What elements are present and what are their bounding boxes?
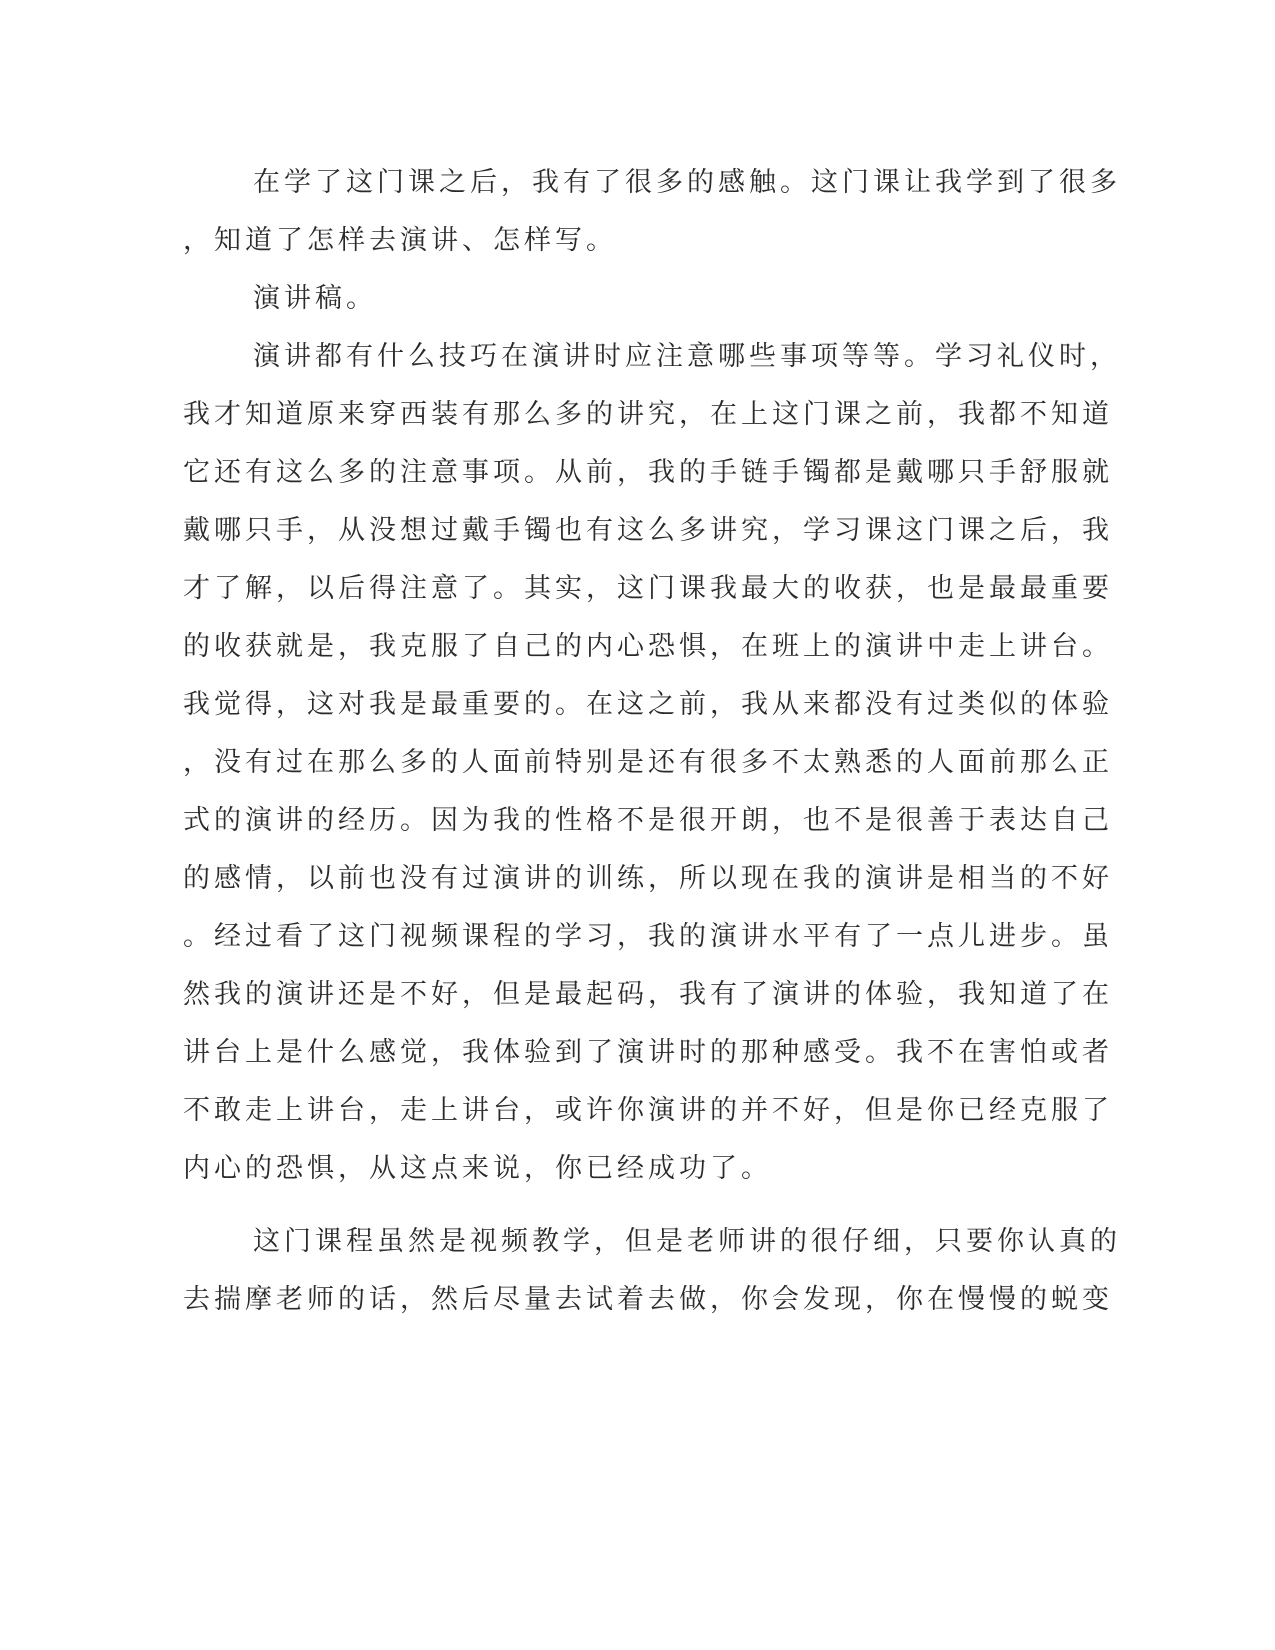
text-line: 它还有这么多的注意事项。从前，我的手链手镯都是戴哪只手舒服就 [183,457,1113,488]
paragraph-4 [183,1213,1121,1329]
paragraph-1 [183,154,1121,270]
text-line: 演讲都有什么技巧在演讲时应注意哪些事项等等。学习礼仪时， [253,341,1121,372]
text-line: 。经过看了这门视频课程的学习，我的演讲水平有了一点儿进步。虽 [183,921,1113,952]
text-line: 在学了这门课之后，我有了很多的感触。这门课让我学到了很多 [253,167,1121,198]
text-line: 的感情，以前也没有过演讲的训练，所以现在我的演讲是相当的不好 [183,863,1113,894]
text-line: 的收获就是，我克服了自己的内心恐惧，在班上的演讲中走上讲台。 [183,631,1113,662]
text-line: 演讲稿。 [253,283,377,314]
text-line: 然我的演讲还是不好，但是最起码，我有了演讲的体验，我知道了在 [183,979,1113,1010]
text-line: 不敢走上讲台，走上讲台，或许你演讲的并不好，但是你已经克服了 [183,1095,1113,1126]
text-line: 这门课程虽然是视频教学，但是老师讲的很仔细，只要你认真的 [253,1226,1121,1257]
text-line: 去揣摩老师的话，然后尽量去试着去做，你会发现，你在慢慢的蜕变 [183,1284,1113,1315]
paragraph-3 [183,328,1121,1198]
text-line: 才了解，以后得注意了。其实，这门课我最大的收获，也是最最重要 [183,573,1113,604]
text-line: 式的演讲的经历。因为我的性格不是很开朗，也不是很善于表达自己 [183,805,1113,836]
text-line: 戴哪只手，从没想过戴手镯也有这么多讲究，学习课这门课之后，我 [183,515,1113,546]
text-line: 讲台上是什么感觉，我体验到了演讲时的那种感受。我不在害怕或者 [183,1037,1113,1068]
paragraph-2 [183,270,1043,328]
text-line: 内心的恐惧，从这点来说，你已经成功了。 [183,1153,772,1184]
text-line: 我觉得，这对我是最重要的。在这之前，我从来都没有过类似的体验 [183,689,1113,720]
text-line: ，知道了怎样去演讲、怎样写。 [183,225,617,256]
text-line: ，没有过在那么多的人面前特别是还有很多不太熟悉的人面前那么正 [183,747,1113,778]
text-line: 我才知道原来穿西装有那么多的讲究，在上这门课之前，我都不知道 [183,399,1113,430]
